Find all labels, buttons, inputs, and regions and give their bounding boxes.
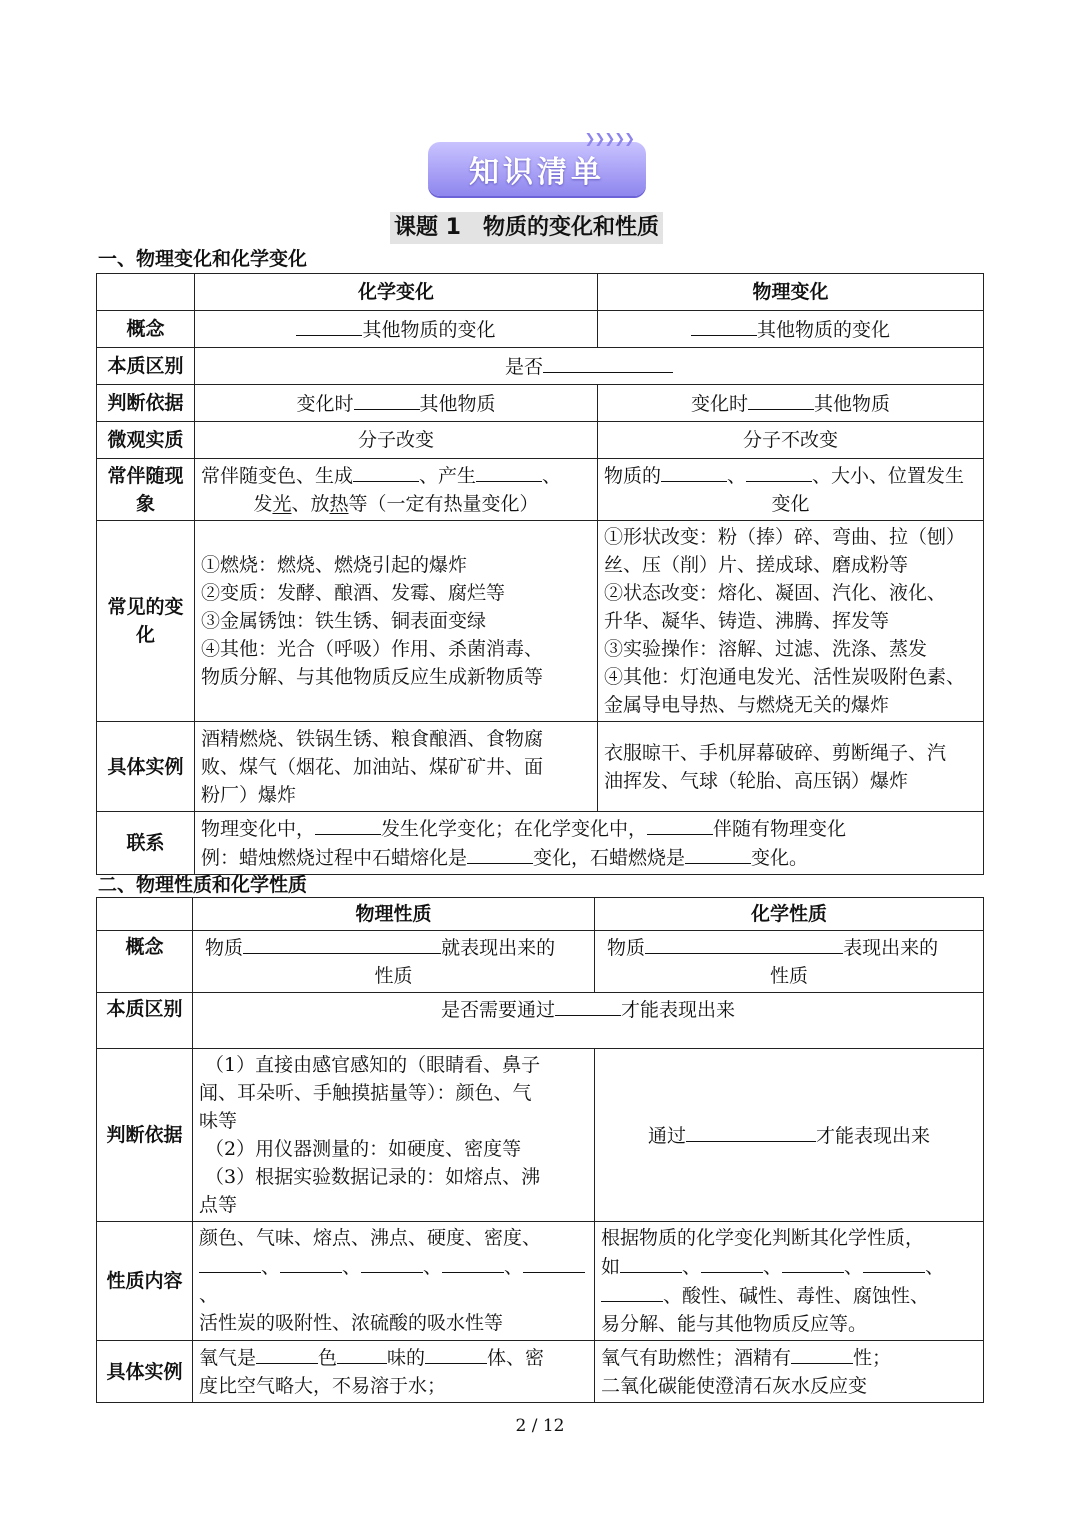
cell-text: 物理变化中， [201,818,316,840]
blank[interactable] [620,1252,682,1273]
blank[interactable] [685,843,751,864]
cell-text: 物质 [607,937,646,959]
blank[interactable] [601,1281,663,1302]
blank[interactable] [476,461,542,482]
column-header-phys: 物理性质 [193,898,595,931]
cell-text: 变化，石蜡燃烧是 [533,847,686,869]
cell [193,993,984,1049]
cell-text: 根据物质的化学变化判断其化学性质， [601,1227,925,1249]
section-2-heading: 二、物理性质和化学性质 [98,874,308,896]
list-item: ②状态改变：熔化、凝固、汽化、液化、 [604,582,947,604]
cell-text: 变化 [771,493,810,515]
list-item: 衣服晾干、手机屏幕破碎、剪断绳子、汽 [604,741,947,764]
cell-text: 发 [253,493,273,515]
cell-text: 才能表现出来 [816,1124,931,1147]
column-header-chem: 化学变化 [195,274,598,311]
row-label: 联系 [97,812,195,875]
list-item: （1）直接由感官感知的（眼睛看、鼻子 [205,1054,541,1076]
list-item: 闻、耳朵听、手触摸掂量等）：颜色、气 [199,1082,532,1104]
cell-text: 、 [504,1256,524,1278]
cell-text: 其他物质 [814,392,891,415]
cell-text: 、 [542,465,562,487]
cell [195,311,598,348]
column-header-chem: 化学性质 [595,898,984,931]
cell-text: 性； [853,1347,892,1369]
list-item: 金属导电导热、与燃烧无关的爆炸 [604,694,890,716]
cell-text: 色 [318,1347,338,1369]
cell [195,812,984,875]
row-label: 本质区别 [97,348,195,385]
cell: 分子改变 [195,422,598,459]
blank[interactable] [543,352,673,373]
cell: 分子不改变 [598,422,984,459]
section-1-heading: 一、物理变化和化学变化 [98,248,308,270]
blank[interactable] [523,1252,585,1273]
blank[interactable] [863,1252,925,1273]
cell-text: 热 [329,493,349,515]
cell-text: 性质 [769,965,808,987]
cell-text: 体、密 [487,1347,545,1369]
cell-text: 发生化学变化；在化学变化中， [381,818,648,840]
cell-text: 变化。 [751,847,809,869]
list-item: （3）根据实验数据记录的：如熔点、沸 [205,1166,541,1188]
list-item: 点等 [199,1194,238,1216]
list-item: 败、煤气（烟花、加油站、煤矿矿井、面 [201,755,544,778]
cell-text: 才能表现出来 [621,999,736,1021]
cell-text: 、大小、位置发生 [812,465,965,487]
cell-text: 氧气有助燃性；酒精有 [601,1347,792,1369]
blank[interactable] [555,995,621,1016]
cell [598,385,984,422]
list-item: 物质分解、与其他物质反应生成新物质等 [201,666,544,688]
table-row [97,422,984,459]
cell-text: 、放 [291,493,330,515]
cell-text: 二氧化碳能使澄清石灰水反应变 [601,1375,868,1397]
cell [193,1222,595,1341]
empty-cell [97,274,195,311]
list-item: （2）用仪器测量的：如硬度、密度等 [205,1138,522,1160]
table-row [97,274,984,311]
cell-text: 、 [844,1256,864,1278]
cell [598,722,984,812]
cell-text: 其他物质 [419,392,496,415]
cell-text: 、 [925,1256,945,1278]
blank[interactable] [256,1343,318,1364]
cell [595,931,984,993]
cell-text: 其他物质的变化 [756,318,890,341]
row-label: 概念 [97,311,195,348]
table-row [97,1049,984,1222]
blank[interactable] [280,1252,342,1273]
blank[interactable] [748,389,814,410]
cell-text: 、 [423,1256,443,1278]
cell [598,311,984,348]
cell-text: 活性炭的吸附性、浓硫酸的吸水性等 [199,1312,504,1334]
cell-text: 颜色、气味、熔点、沸点、硬度、密度、 [199,1227,542,1249]
table-row [97,898,984,931]
list-item: 味等 [199,1110,238,1132]
blank[interactable] [315,814,381,835]
cell-text: 常伴随变色、生成 [201,465,354,487]
cell-text: 物质的 [604,465,662,487]
row-label: 性质内容 [97,1222,193,1341]
blank[interactable] [647,814,713,835]
blank[interactable] [442,1252,504,1273]
blank[interactable] [791,1343,853,1364]
page-number: 2 / 12 [515,1416,565,1436]
row-label: 判断依据 [97,1049,193,1222]
cell-text: 物质 [205,937,244,959]
blank[interactable] [686,1121,816,1142]
cell [195,722,598,812]
row-label: 具体实例 [97,1341,193,1403]
row-label: 常见的变化 [97,521,195,722]
cell-text: 、 [682,1256,702,1278]
cell-text: 、产生 [419,465,477,487]
cell-text: 、 [727,465,747,487]
cell-text: 氧气是 [199,1347,257,1369]
row-label: 微观实质 [97,422,195,459]
row-label: 概念 [97,931,193,993]
cell-text: 性质 [374,965,413,987]
cell-text: 是否 [504,355,543,378]
section-banner [428,132,648,198]
list-item: 酒精燃烧、铁锅生锈、粮食酿酒、食物腐 [201,727,544,750]
list-item: ①燃烧：燃烧、燃烧引起的爆炸 [201,554,468,576]
cell-text: 、 [763,1256,783,1278]
list-item: ②变质：发酵、酿酒、发霉、腐烂等 [201,582,506,604]
blank[interactable] [782,1252,844,1273]
cell-text: 光 [272,493,292,515]
cell-text: 表现出来的 [843,937,939,959]
cell [195,521,598,722]
table-row [97,459,984,521]
table-row [97,311,984,348]
cell-text: 、 [261,1256,281,1278]
cell [193,1049,595,1222]
list-item: 升华、凝华、铸造、沸腾、挥发等 [604,610,890,632]
blank[interactable] [353,461,419,482]
blank[interactable] [467,843,533,864]
row-label: 具体实例 [97,722,195,812]
blank[interactable] [199,1252,261,1273]
cell-text: 通过 [647,1124,686,1147]
blank[interactable] [361,1252,423,1273]
cell-text: 如 [601,1256,621,1278]
cell [595,1222,984,1341]
cell-text: 变化时 [690,392,748,415]
table-row [97,348,984,385]
blank[interactable] [691,315,757,336]
row-label: 常伴随现象 [97,459,195,521]
cell-text: 、酸性、碱性、毒性、腐蚀性、 [663,1285,930,1307]
list-item: ④其他：灯泡通电发光、活性炭吸附色素、 [604,666,966,688]
blank[interactable] [337,1343,387,1364]
cell-text: 就表现出来的 [441,937,556,959]
table-row [97,931,984,993]
blank[interactable] [243,933,441,954]
blank[interactable] [746,461,812,482]
blank[interactable] [296,315,362,336]
column-header-phys: 物理变化 [598,274,984,311]
cell [195,348,984,385]
table-row [97,521,984,722]
cell-text: 其他物质的变化 [362,318,496,341]
table-row [97,812,984,875]
banner-box [428,142,646,196]
cell-text: 例：蜡烛燃烧过程中石蜡熔化是 [201,847,468,869]
table-row [97,722,984,812]
cell [598,459,984,521]
cell [195,385,598,422]
blank[interactable] [701,1252,763,1273]
table-row [97,1341,984,1403]
cell-text: 是否需要通过 [440,999,555,1021]
table-row [97,1222,984,1341]
cell [598,521,984,722]
cell-text: 度比空气略大，不易溶于水； [199,1375,447,1397]
cell-text: 变化时 [296,392,354,415]
empty-cell [97,898,193,931]
change-comparison-table [96,273,984,875]
list-item: ①形状改变：粉（捧）碎、弯曲、拉（刨） [604,526,966,548]
cell [595,1341,984,1403]
list-item: ③金属锈蚀：铁生锈、铜表面变绿 [201,610,487,632]
blank[interactable] [425,1343,487,1364]
cell-text: 、 [342,1256,362,1278]
blank[interactable] [354,389,420,410]
cell [193,931,595,993]
list-item: 粉厂）爆炸 [201,783,297,806]
list-item: ③实验操作：溶解、过滤、洗涤、蒸发 [604,638,928,660]
table-row [97,993,984,1049]
chevrons-decoration-icon: ❯❯❯❯❯ [584,132,634,147]
cell [193,1341,595,1403]
cell-text: 易分解、能与其他物质反应等。 [601,1313,868,1335]
row-label: 本质区别 [97,993,193,1049]
banner-title: 知识清单 [469,155,605,190]
row-label: 判断依据 [97,385,195,422]
list-item: ④其他：光合（呼吸）作用、杀菌消毒、 [201,638,544,660]
cell-text: 等（一定有热量变化） [348,493,539,515]
cell-text: 伴随有物理变化 [713,818,847,840]
cell [195,459,598,521]
list-item: 丝、压（削）片、搓成球、磨成粉等 [604,554,909,576]
blank[interactable] [661,461,727,482]
cell-text: 、 [199,1284,219,1306]
lesson-title: 课题 1 物质的变化和性质 [390,212,663,244]
blank[interactable] [645,933,843,954]
cell-text: 味的 [387,1347,426,1369]
table-row [97,385,984,422]
list-item: 油挥发、气球（轮胎、高压锅）爆炸 [604,769,909,792]
property-comparison-table [96,897,984,1403]
cell [595,1049,984,1222]
